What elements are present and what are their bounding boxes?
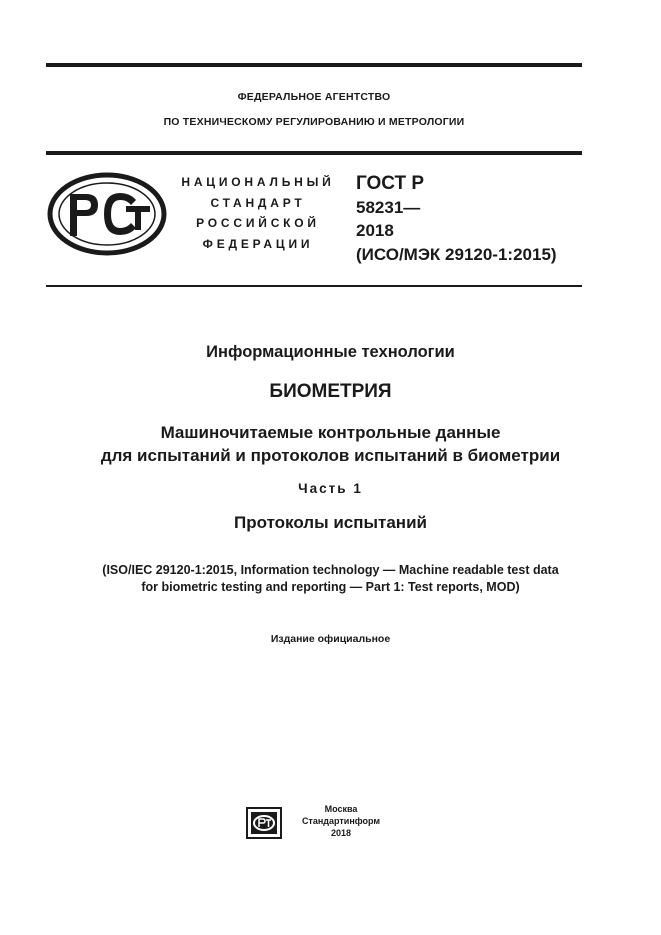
designation-line: ГОСТ Р xyxy=(356,173,425,194)
reference-line-1: (ISO/IEC 29120-1:2015, Information technology — Machine readable test data xyxy=(102,563,559,577)
subtitle-line-1: Машиночитаемые контрольные данные xyxy=(160,423,501,442)
top-rule xyxy=(46,63,582,67)
designation-line: 2018 xyxy=(356,221,394,240)
standard-rule xyxy=(46,285,582,287)
designation-line: (ИСО/МЭК 29120-1:2015) xyxy=(356,244,557,264)
original-standard-reference xyxy=(20,562,641,596)
rst-conformity-mark-icon xyxy=(46,172,168,256)
reference-line-2: for biometric testing and reporting — Part 1: Test reports, MOD) xyxy=(141,580,520,594)
national-line: ФЕДЕРАЦИИ xyxy=(202,236,314,251)
subtitle-line-2: для испытаний и протоколов испытаний в биометрии xyxy=(100,446,561,465)
national-line: СТАНДАРТ xyxy=(210,195,306,210)
subtitle xyxy=(20,421,641,467)
part-title: Протоколы испытаний xyxy=(234,513,427,532)
publisher-name: Стандартинформ xyxy=(301,816,381,826)
publisher-block xyxy=(246,803,406,843)
designation-line: 58231— xyxy=(356,197,421,217)
standartinform-logo-icon xyxy=(246,807,282,839)
national-line: РОССИЙСКОЙ xyxy=(196,216,320,230)
header-rule xyxy=(46,151,582,155)
national-standard-label xyxy=(178,172,338,254)
agency-line-1: ФЕДЕРАЛЬНОЕ АГЕНТСТВО xyxy=(237,91,391,103)
part-number: Часть 1 xyxy=(298,481,363,496)
national-line: НАЦИОНАЛЬНЫЙ xyxy=(181,175,335,189)
agency-line-2: ПО ТЕХНИЧЕСКОМУ РЕГУЛИРОВАНИЮ И МЕТРОЛОГИИ xyxy=(163,116,465,128)
publisher-city: Москва xyxy=(324,804,358,814)
publisher-info xyxy=(286,803,396,839)
subject-title: Информационные технологии xyxy=(206,343,455,361)
standard-designation xyxy=(356,172,557,266)
publisher-year: 2018 xyxy=(330,828,352,838)
main-title: БИОМЕТРИЯ xyxy=(269,381,392,402)
edition-note: Издание официальное xyxy=(270,633,391,645)
